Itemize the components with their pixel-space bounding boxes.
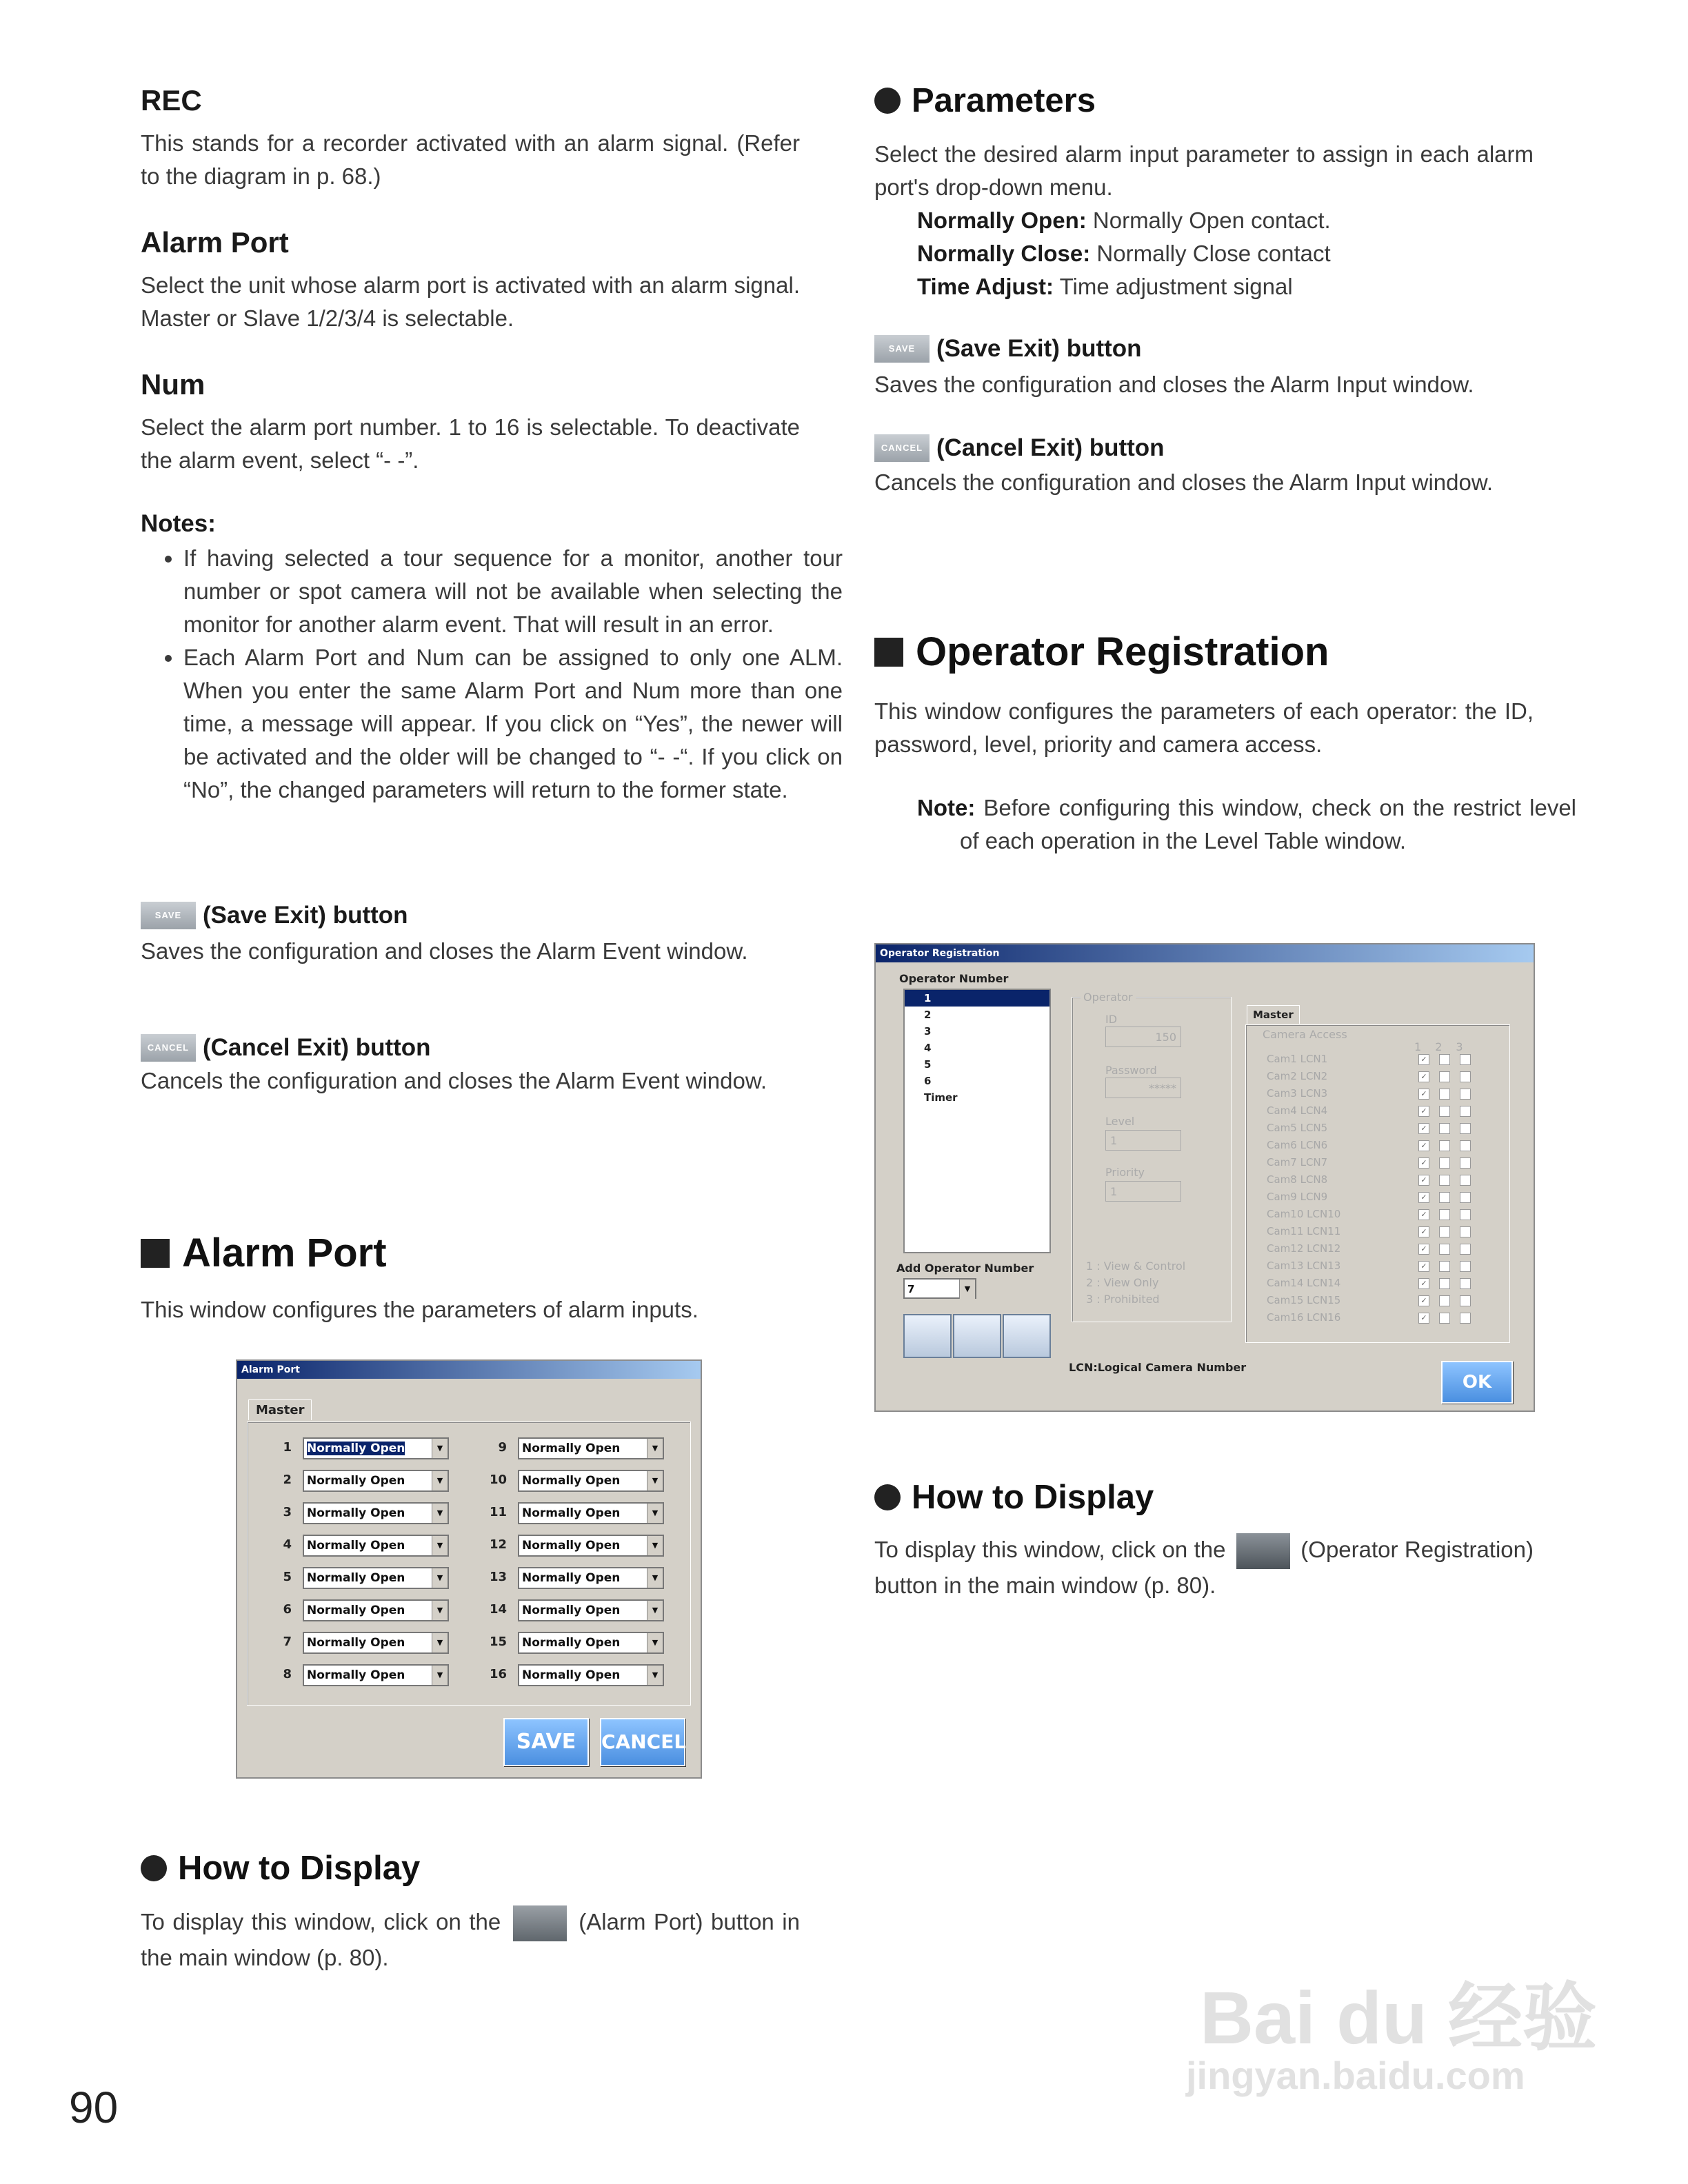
- alarm-port-window: [236, 1359, 702, 1779]
- port-number: 1: [283, 1440, 292, 1455]
- save-exit-text: Saves the configuration and closes the Alarm Event window.: [141, 938, 748, 964]
- port-number: 14: [489, 1602, 507, 1617]
- camera-access-row: Cam3 LCN3 ✓: [1267, 1087, 1494, 1100]
- operator-registration-window: [874, 943, 1535, 1412]
- operator-list-item[interactable]: Timer: [924, 1091, 958, 1104]
- check-icon[interactable]: ✓: [1418, 1140, 1429, 1151]
- lcn-footer: LCN:Logical Camera Number: [1069, 1361, 1247, 1374]
- port-14-select[interactable]: Normally Open ▼: [518, 1599, 664, 1621]
- port-7-select[interactable]: Normally Open ▼: [303, 1632, 449, 1654]
- alarm-port-button-icon: [513, 1905, 567, 1941]
- notes-list: [141, 542, 843, 807]
- port-13-select[interactable]: Normally Open ▼: [518, 1567, 664, 1589]
- check-icon[interactable]: ✓: [1418, 1071, 1429, 1082]
- parameters-text: Select the desired alarm input parameter to assign in each alarm port's drop-down menu.: [874, 141, 1534, 200]
- operator-window-titlebar: Operator Registration: [876, 944, 1534, 962]
- camera-access-row: Cam2 LCN2 ✓: [1267, 1070, 1494, 1082]
- camera-access-row: Cam4 LCN4 ✓: [1267, 1104, 1494, 1117]
- port-number: 15: [489, 1635, 507, 1649]
- camera-access-row: Cam5 LCN5 ✓: [1267, 1122, 1494, 1134]
- rec-text: This stands for a recorder activated with an alarm signal. (Refer to the diagram in p. 68.): [141, 130, 800, 189]
- check-icon[interactable]: ✓: [1418, 1278, 1429, 1289]
- bullet-icon: [141, 1855, 167, 1881]
- square-bullet-icon: [141, 1239, 170, 1268]
- camera-access-row: Cam12 LCN12 ✓: [1267, 1242, 1494, 1255]
- save-exit-heading: SAVE (Save Exit) button: [141, 902, 408, 929]
- operator-list-item[interactable]: 2: [924, 1009, 932, 1021]
- check-icon[interactable]: ✓: [1418, 1157, 1429, 1169]
- check-icon[interactable]: ✓: [1418, 1106, 1429, 1117]
- port-4-select[interactable]: Normally Open ▼: [303, 1535, 449, 1557]
- bullet-icon: [874, 1484, 901, 1510]
- parameters-title: Parameters: [874, 81, 1096, 120]
- operator-list-item[interactable]: 1: [905, 990, 1049, 1007]
- alarm-port-section-title: Alarm Port: [141, 1230, 387, 1276]
- operator-registration-title: Operator Registration: [874, 629, 1329, 675]
- port-16-select[interactable]: Normally Open ▼: [518, 1664, 664, 1686]
- id-field[interactable]: 150: [1105, 1027, 1181, 1047]
- notes-title: Notes:: [141, 510, 216, 537]
- level-select[interactable]: 1: [1105, 1130, 1181, 1151]
- operator-list-item[interactable]: 5: [924, 1058, 932, 1071]
- save-button[interactable]: SAVE: [503, 1718, 589, 1766]
- note-item: • If having selected a tour sequence for a monitor, another tour number or spot camera will not be available when selecting the monitor for another alarm event. That will result in an error.: [183, 542, 843, 641]
- param-item: Normally Close: Normally Close contact: [917, 241, 1331, 266]
- alarm-window-titlebar: Alarm Port: [237, 1361, 701, 1379]
- port-number: 2: [283, 1473, 292, 1487]
- how-to-display-text: To display this window, click on the (Operator Registration) button in the main window (p. 80).: [874, 1533, 1534, 1602]
- check-icon[interactable]: ✓: [1418, 1192, 1429, 1203]
- ok-button[interactable]: OK: [1441, 1361, 1513, 1404]
- check-icon[interactable]: ✓: [1418, 1295, 1429, 1306]
- cancel-exit-heading: CANCEL (Cancel Exit) button: [141, 1034, 431, 1062]
- delete-operator-button[interactable]: [1003, 1314, 1051, 1358]
- password-field[interactable]: *****: [1105, 1078, 1181, 1098]
- alarm-port-panel: [247, 1422, 691, 1706]
- operator-number-label: Operator Number: [899, 972, 1009, 985]
- check-icon[interactable]: ✓: [1418, 1089, 1429, 1100]
- camera-access-row: Cam16 LCN16 ✓: [1267, 1311, 1494, 1324]
- camera-access-row: Cam7 LCN7 ✓: [1267, 1156, 1494, 1169]
- camera-access-row: Cam13 LCN13 ✓: [1267, 1260, 1494, 1272]
- check-icon[interactable]: ✓: [1418, 1123, 1429, 1134]
- operator-registration-text: This window configures the parameters of each operator: the ID, password, level, priority and camera access.: [874, 698, 1534, 757]
- alarm-port-title: Alarm Port: [141, 226, 289, 259]
- port-12-select[interactable]: Normally Open ▼: [518, 1535, 664, 1557]
- camera-access-row: Cam6 LCN6 ✓: [1267, 1139, 1494, 1151]
- add-operator-button[interactable]: [903, 1314, 952, 1358]
- num-text: Select the alarm port number. 1 to 16 is selectable. To deactivate the alarm event, select “- -”.: [141, 414, 800, 473]
- bullet-icon: [874, 88, 901, 114]
- port-number: 8: [283, 1667, 292, 1681]
- port-number: 4: [283, 1537, 292, 1552]
- tab-master[interactable]: Master: [1247, 1005, 1300, 1024]
- check-icon[interactable]: ✓: [1418, 1175, 1429, 1186]
- port-number: 16: [489, 1667, 507, 1681]
- camera-access-row: Cam9 LCN9 ✓: [1267, 1191, 1494, 1203]
- cancel-icon: CANCEL: [141, 1034, 196, 1062]
- edit-operator-button[interactable]: [953, 1314, 1001, 1358]
- port-number: 9: [498, 1440, 507, 1455]
- alarm-port-text: Select the unit whose alarm port is activated with an alarm signal. Master or Slave 1/2/3/4 is selectable.: [141, 272, 800, 331]
- add-operator-select[interactable]: 7 ▼: [903, 1278, 976, 1299]
- save-icon: SAVE: [874, 335, 930, 363]
- add-operator-label: Add Operator Number: [896, 1262, 1034, 1275]
- alarm-port-section-text: This window configures the parameters of alarm inputs.: [141, 1297, 699, 1322]
- port-9-select[interactable]: Normally Open ▼: [518, 1437, 664, 1459]
- camera-access-row: Cam15 LCN15 ✓: [1267, 1294, 1494, 1306]
- camera-access-row: Cam10 LCN10 ✓: [1267, 1208, 1494, 1220]
- port-8-select[interactable]: Normally Open ▼: [303, 1664, 449, 1686]
- how-to-display-title: How to Display: [141, 1849, 420, 1888]
- rec-title: REC: [141, 84, 202, 117]
- check-icon[interactable]: ✓: [1418, 1226, 1429, 1237]
- camera-access-row: Cam11 LCN11 ✓: [1267, 1225, 1494, 1237]
- check-icon[interactable]: ✓: [1418, 1054, 1429, 1065]
- port-number: 3: [283, 1505, 292, 1519]
- save-icon: SAVE: [141, 902, 196, 929]
- note-paragraph: Note: Before configuring this window, check on the restrict level of each operation in the Level Table window.: [917, 795, 1576, 853]
- how-to-display-text: To display this window, click on the (Alarm Port) button in the main window (p. 80).: [141, 1905, 800, 1974]
- cancel-exit-text: Cancels the configuration and closes the Alarm Event window.: [141, 1068, 767, 1093]
- operator-list-item[interactable]: 6: [924, 1075, 932, 1087]
- cancel-icon: CANCEL: [874, 434, 930, 462]
- check-icon[interactable]: ✓: [1418, 1209, 1429, 1220]
- port-3-select[interactable]: Normally Open ▼: [303, 1502, 449, 1524]
- port-number: 12: [489, 1537, 507, 1552]
- camera-access-panel: Camera Access 123 Cam1 LCN1 ✓ Cam2 LCN2 ✓ Cam3 LCN3 ✓ Cam4 LCN4 ✓ Cam5 LCN5 ✓ Cam6 LCN6 ✓ Cam7 LCN7 ✓ Cam8 LCN8 ✓ Cam9 LCN9 ✓ Cam10 LCN10 ✓ Cam11 LCN11 ✓ Cam12 LCN12 ✓ Cam13 LCN13 ✓ Cam14 LCN14 ✓ Cam15 LCN15 ✓ Cam16 LCN16 ✓: [1245, 1024, 1510, 1343]
- port-number: 10: [489, 1473, 507, 1487]
- operator-list-item[interactable]: 4: [924, 1042, 932, 1054]
- port-number: 7: [283, 1635, 292, 1649]
- operator-group: Operator ID 150 Password ***** Level 1 Priority 1 1 : View & Control 2 : View Only 3 : Prohibited: [1072, 997, 1232, 1322]
- operator-registration-button-icon: [1236, 1533, 1290, 1569]
- check-icon[interactable]: ✓: [1418, 1261, 1429, 1272]
- port-1-select[interactable]: Normally Open ▼: [303, 1437, 449, 1459]
- operator-list[interactable]: [903, 989, 1051, 1253]
- page-number: 90: [69, 2083, 119, 2132]
- note-item: • Each Alarm Port and Num can be assigned to only one ALM. When you enter the same Alarm Port and Num more than one time, a message will appear. If you click on “Yes”, the newer will be activated and the older will be changed to “- -“. If you click on “No”, the changed parameters will return to the former state.: [183, 641, 843, 807]
- save-exit-heading: SAVE (Save Exit) button: [874, 335, 1142, 363]
- port-10-select[interactable]: Normally Open ▼: [518, 1470, 664, 1492]
- num-title: Num: [141, 368, 205, 401]
- check-icon[interactable]: ✓: [1418, 1313, 1429, 1324]
- check-icon[interactable]: ✓: [1418, 1244, 1429, 1255]
- port-11-select[interactable]: Normally Open ▼: [518, 1502, 664, 1524]
- param-item: Normally Open: Normally Open contact.: [917, 208, 1331, 233]
- port-6-select[interactable]: Normally Open ▼: [303, 1599, 449, 1621]
- operator-list-item[interactable]: 3: [924, 1025, 932, 1038]
- cancel-button[interactable]: CANCEL: [600, 1718, 685, 1766]
- cancel-exit-text: Cancels the configuration and closes the Alarm Input window.: [874, 469, 1494, 495]
- how-to-display-title: How to Display: [874, 1478, 1154, 1517]
- port-15-select[interactable]: Normally Open ▼: [518, 1632, 664, 1654]
- camera-access-row: Cam14 LCN14 ✓: [1267, 1277, 1494, 1289]
- square-bullet-icon: [874, 638, 903, 667]
- parameter-list: [917, 204, 1331, 303]
- port-number: 5: [283, 1570, 292, 1584]
- baidu-watermark-logo: Bai du 经验: [1200, 1976, 1598, 2059]
- camera-access-row: Cam8 LCN8 ✓: [1267, 1173, 1494, 1186]
- tab-master[interactable]: Master: [248, 1399, 312, 1420]
- port-number: 11: [489, 1505, 507, 1519]
- param-item: Time Adjust: Time adjustment signal: [917, 274, 1293, 299]
- port-number: 13: [489, 1570, 507, 1584]
- port-number: 6: [283, 1602, 292, 1617]
- camera-access-row: Cam1 LCN1 ✓: [1267, 1053, 1494, 1065]
- priority-select[interactable]: 1: [1105, 1181, 1181, 1202]
- save-exit-text: Saves the configuration and closes the Alarm Input window.: [874, 372, 1474, 397]
- baidu-watermark-url: jingyan.baidu.com: [1186, 2054, 1525, 2097]
- port-2-select[interactable]: Normally Open ▼: [303, 1470, 449, 1492]
- port-5-select[interactable]: Normally Open ▼: [303, 1567, 449, 1589]
- cancel-exit-heading: CANCEL (Cancel Exit) button: [874, 434, 1165, 462]
